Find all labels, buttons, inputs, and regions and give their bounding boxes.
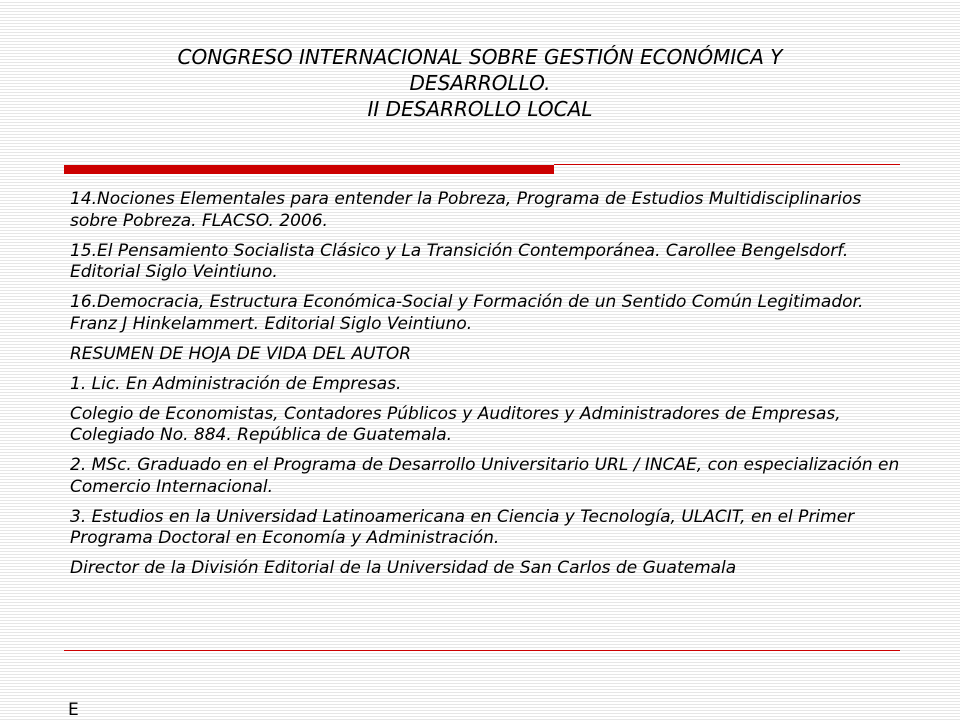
footer-mark: E <box>68 700 79 720</box>
author-item-director: Director de la División Editorial de la Universidad de San Carlos de Guatemala <box>70 558 737 578</box>
author-item-2: 2. MSc. Graduado en el Programa de Desarrollo Universitario URL / INCAE, con especialización en Comercio Internacional. <box>70 455 900 497</box>
slide-body <box>70 189 900 588</box>
reference-16: 16.Democracia, Estructura Económica-Social y Formación de un Sentido Común Legitimador. Franz J Hinkelammert. Editorial Siglo Veintiuno. <box>70 292 864 334</box>
author-item-colegio: Colegio de Economistas, Contadores Públicos y Auditores y Administradores de Empresas, Colegiado No. 884. República de Guatemala. <box>70 403 841 445</box>
reference-14: 14.Nociones Elementales para entender la Pobreza, Programa de Estudios Multidisciplinarios sobre Pobreza. FLACSO. 2006. <box>70 189 862 231</box>
author-item-1: 1. Lic. En Administración de Empresas. <box>70 373 402 394</box>
author-item-3: 3. Estudios en la Universidad Latinoamericana en Ciencia y Tecnología, ULACIT, en el Primer Programa Doctoral en Economía y Administración. <box>70 506 855 548</box>
title-line-2: DESARROLLO. <box>409 71 551 95</box>
author-summary-heading: RESUMEN DE HOJA DE VIDA DEL AUTOR <box>70 343 412 364</box>
title-accent-bar <box>64 165 554 174</box>
title-line-3: II DESARROLLO LOCAL <box>367 97 593 121</box>
footer-divider-line <box>64 650 900 651</box>
title-line-1: CONGRESO INTERNACIONAL SOBRE GESTIÓN ECONÓMICA Y <box>177 45 783 69</box>
slide-title <box>60 44 900 122</box>
reference-15: 15.El Pensamiento Socialista Clásico y La Transición Contemporánea. Carollee Bengelsdorf. Editorial Siglo Veintiuno. <box>70 240 849 282</box>
title-divider-line <box>554 164 900 165</box>
